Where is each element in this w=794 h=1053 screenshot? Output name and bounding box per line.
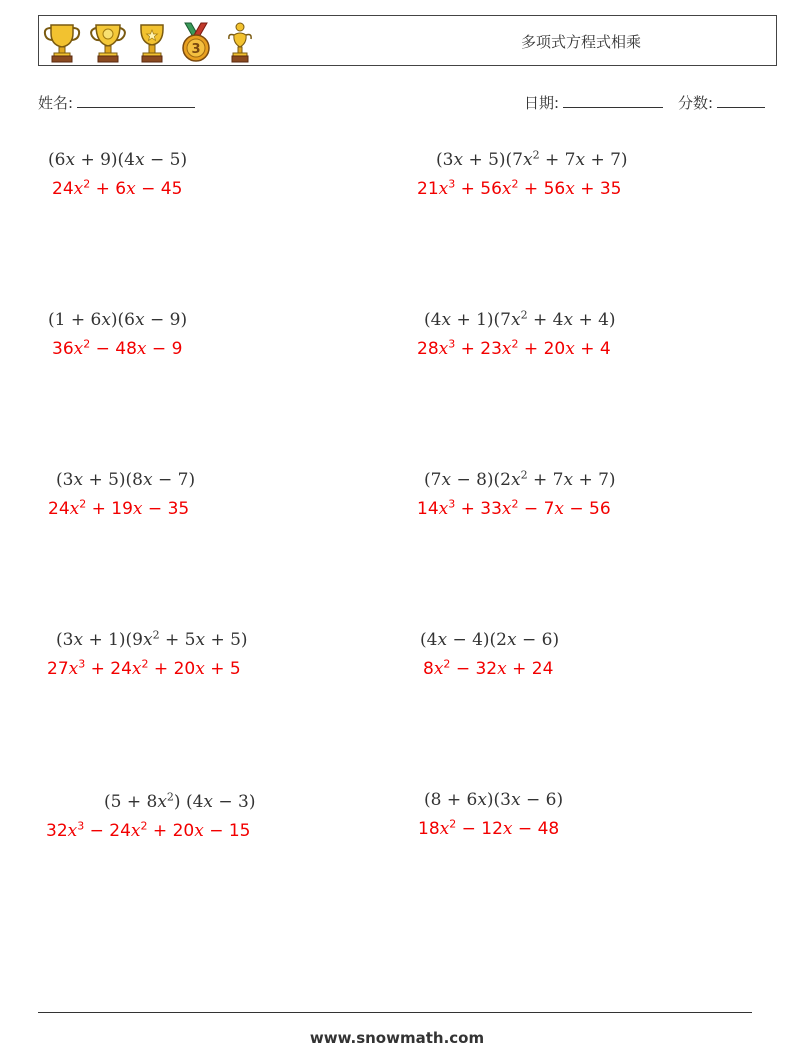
problem-3: [48, 310, 187, 359]
problem-7: [47, 628, 248, 679]
problem-9: [46, 790, 256, 841]
question: (4x − 4)(2x − 6): [420, 630, 560, 650]
header-icons: [43, 19, 257, 63]
worksheet-title: 多项式方程式相乘: [521, 33, 642, 51]
problem-4: [417, 308, 616, 359]
score-field[interactable]: [678, 92, 765, 113]
answer: $28x^3 + 23x^2 + 20x + 4$: [417, 337, 611, 359]
question: $(4x + 1)(7x^2 + 4x + 4)$: [424, 308, 616, 330]
question: $(5 + 8x^2)$ (4x − 3): [104, 790, 256, 812]
answer: $21x^3 + 56x^2 + 56x + 35$: [417, 177, 622, 199]
problem-6: [417, 468, 616, 519]
date-blank[interactable]: [563, 93, 663, 108]
score-blank[interactable]: [717, 93, 765, 108]
date-field[interactable]: [524, 92, 663, 113]
question: (3x + 5)(8x − 7): [56, 470, 196, 490]
header-box: [38, 15, 777, 66]
name-field[interactable]: [38, 92, 195, 113]
question: $(7x - 8)(2x^2 + 7x + 7)$: [424, 468, 616, 490]
svg-text:3: 3: [191, 42, 201, 57]
question: (8 + 6x)(3x − 6): [424, 790, 564, 810]
footer-divider: [38, 1012, 752, 1013]
problem-1: [48, 150, 187, 199]
question: $(3x + 1)(9x^2 + 5x + 5)$: [56, 628, 248, 650]
problem-2: [417, 148, 628, 199]
answer: $32x^3 - 24x^2 + 20x - 15$: [46, 819, 251, 841]
answer: $24x^2 + 6x - 45$: [52, 177, 183, 199]
name-label: 姓名:: [38, 94, 74, 112]
trophy-star-icon: [135, 21, 169, 63]
answer: $14x^3 + 33x^2 - 7x - 56$: [417, 497, 611, 519]
problem-5: [48, 470, 196, 519]
answer: $36x^2 - 48x - 9$: [52, 337, 183, 359]
answer: $27x^3 + 24x^2 + 20x + 5$: [47, 657, 241, 679]
answer: $24x^2 + 19x - 35$: [48, 497, 190, 519]
question: (6x + 9)(4x − 5): [48, 150, 188, 170]
score-label: 分数:: [678, 94, 714, 112]
medal-3-icon: [177, 21, 215, 63]
question: (1 + 6x)(6x − 9): [48, 310, 188, 330]
trophy-cup-icon: [43, 21, 81, 63]
date-label: 日期:: [524, 94, 560, 112]
footer-site[interactable]: www.snowmath.com: [309, 1029, 485, 1047]
problem-8: [420, 630, 559, 679]
trophy-figure-icon: [223, 21, 257, 63]
problem-10: [418, 790, 564, 839]
answer: $8x^2 - 32x + 24$: [423, 657, 554, 679]
answer: $18x^2 - 12x - 48$: [418, 817, 560, 839]
question: $(3x + 5)(7x^2 + 7x + 7)$: [436, 148, 628, 170]
trophy-star-cup-icon: [89, 21, 127, 63]
name-blank[interactable]: [77, 93, 195, 108]
